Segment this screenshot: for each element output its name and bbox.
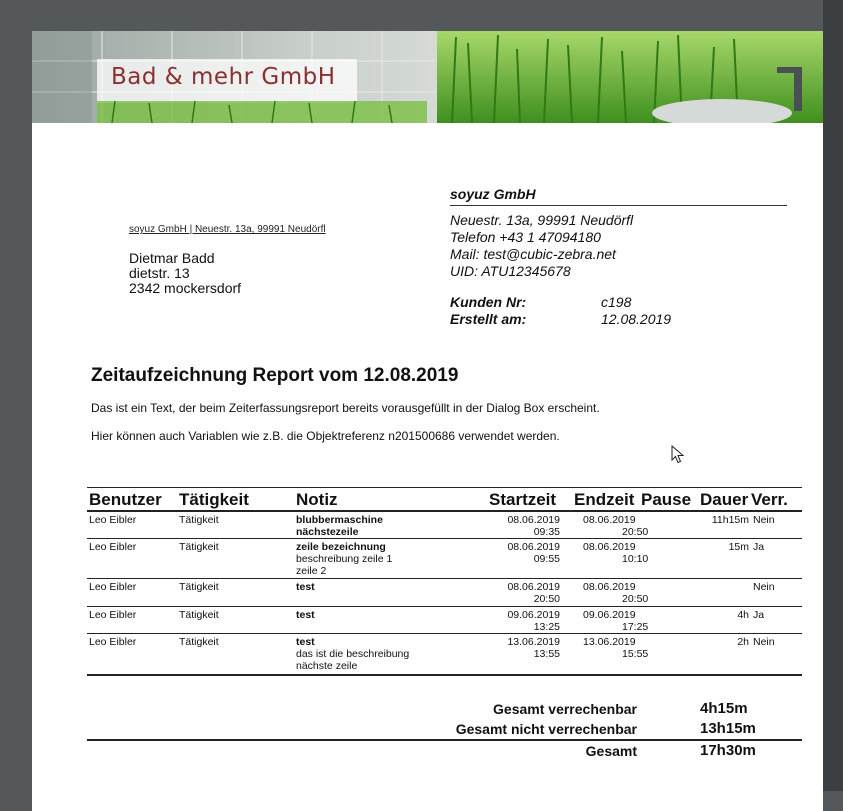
- table-row: [87, 512, 802, 539]
- cell-note-title: test: [296, 636, 315, 648]
- cell-billable: Nein: [753, 514, 775, 526]
- cell-start-date: 13.06.2019: [507, 636, 560, 648]
- company-uid: UID: ATU12345678: [450, 263, 571, 279]
- table-row: [87, 634, 802, 676]
- cell-note-line: nächstezeile: [296, 526, 359, 538]
- company-mail: Mail: test@cubic-zebra.net: [450, 246, 616, 262]
- col-pause-header: Pause: [641, 490, 692, 509]
- cell-billable: Ja: [753, 609, 765, 621]
- cell-duration: 15m: [728, 541, 749, 553]
- total-billable-row: [87, 699, 802, 719]
- total-value: 17h30m: [700, 742, 756, 759]
- cell-user: Leo Eibler: [89, 514, 137, 526]
- cell-start-date: 08.06.2019: [507, 541, 560, 553]
- cell-end-date: 09.06.2019: [583, 609, 636, 621]
- col-start-header: Startzeit: [489, 490, 557, 509]
- sender-return-address: soyuz GmbH | Neuestr. 13a, 99991 Neudörfl: [129, 224, 326, 235]
- created-label: Erstellt am:: [450, 311, 527, 327]
- company-address: Neuestr. 13a, 99991 Neudörfl: [450, 212, 634, 228]
- table-row: [87, 607, 802, 634]
- cell-end-date: 08.06.2019: [583, 514, 636, 526]
- table-row: [87, 579, 802, 607]
- cell-note-line: beschreibung zeile 1: [296, 553, 393, 565]
- recipient-address: [129, 251, 241, 296]
- document-meta: [450, 294, 671, 328]
- col-activity-header: Tätigkeit: [179, 490, 249, 509]
- cell-end-time: 10:10: [622, 553, 649, 565]
- total-nonbillable-value: 13h15m: [700, 720, 756, 737]
- created-value: 12.08.2019: [601, 311, 672, 327]
- total-row: [87, 739, 802, 761]
- company-info: [450, 212, 633, 280]
- cell-start-date: 08.06.2019: [507, 514, 560, 526]
- company-phone: Telefon +43 1 47094180: [450, 229, 601, 245]
- cell-start-time: 20:50: [533, 593, 560, 605]
- total-nonbillable-label: Gesamt nicht verrechenbar: [455, 721, 637, 737]
- cell-user: Leo Eibler: [89, 541, 137, 553]
- cell-duration: 4h: [737, 609, 749, 621]
- cell-activity: Tätigkeit: [179, 581, 219, 593]
- recipient-name: Dietmar Badd: [129, 250, 215, 266]
- cell-duration: 11h15m: [711, 514, 749, 526]
- mouse-pointer-icon: [671, 445, 685, 465]
- cell-billable: Nein: [753, 636, 775, 648]
- col-user-header: Benutzer: [89, 490, 162, 509]
- letterhead-banner: [32, 31, 823, 123]
- intro-text-variables: Hier können auch Variablen wie z.B. die Objektreferenz n201500686 verwendet werden.: [91, 429, 560, 443]
- cell-billable: Nein: [753, 581, 775, 593]
- cell-note-title: zeile bezeichnung: [296, 541, 386, 553]
- company-name: soyuz GmbH: [450, 186, 787, 206]
- cell-activity: Tätigkeit: [179, 636, 219, 648]
- cell-activity: Tätigkeit: [179, 541, 219, 553]
- cell-note-line: zeile 2: [296, 565, 327, 577]
- cell-end-date: 08.06.2019: [583, 541, 636, 553]
- total-billable-label: Gesamt verrechenbar: [493, 701, 637, 717]
- cell-activity: Tätigkeit: [179, 514, 219, 526]
- cell-end-time: 17:25: [622, 621, 649, 633]
- cell-start-date: 09.06.2019: [507, 609, 560, 621]
- cell-billable: Ja: [753, 541, 765, 553]
- customer-number-value: c198: [601, 294, 632, 310]
- cell-user: Leo Eibler: [89, 636, 137, 648]
- table-header: [87, 487, 802, 512]
- cell-start-time: 09:35: [533, 526, 560, 538]
- cell-start-time: 13:25: [533, 621, 560, 633]
- total-label: Gesamt: [585, 743, 637, 759]
- cell-end-time: 15:55: [622, 648, 649, 660]
- cell-end-time: 20:50: [622, 593, 649, 605]
- report-title: Zeitaufzeichnung Report vom 12.08.2019: [91, 365, 459, 386]
- cell-duration: 2h: [737, 636, 749, 648]
- cell-activity: Tätigkeit: [179, 609, 219, 621]
- viewer-scroll-edge: [823, 0, 843, 791]
- recipient-street: dietstr. 13: [129, 265, 190, 281]
- cell-note-title: test: [296, 581, 315, 593]
- cell-user: Leo Eibler: [89, 581, 137, 593]
- recipient-city: 2342 mockersdorf: [129, 280, 242, 296]
- cell-note-title: test: [296, 609, 315, 621]
- intro-text: Das ist ein Text, der beim Zeiterfassungsreport bereits vorausgefüllt in der Dialog Box erscheint.: [91, 401, 600, 415]
- table-row: [87, 539, 802, 579]
- cell-user: Leo Eibler: [89, 609, 137, 621]
- cell-end-date: 08.06.2019: [583, 581, 636, 593]
- col-duration-header: Dauer: [700, 490, 749, 509]
- col-end-header: Endzeit: [574, 490, 635, 509]
- col-billable-header: Verr.: [751, 490, 788, 509]
- cell-start-date: 08.06.2019: [507, 581, 560, 593]
- total-nonbillable-row: [87, 719, 802, 739]
- cell-start-time: 13:55: [533, 648, 560, 660]
- document-page: [32, 31, 823, 811]
- customer-number-label: Kunden Nr:: [450, 294, 527, 310]
- cell-note-line: nächste zeile: [296, 660, 358, 672]
- cell-end-time: 20:50: [622, 526, 649, 538]
- col-note-header: Notiz: [296, 490, 338, 509]
- time-records-table: [87, 487, 802, 676]
- brand-name: Bad & mehr GmbH: [111, 64, 336, 90]
- cell-end-date: 13.06.2019: [583, 636, 636, 648]
- cell-start-time: 09:55: [533, 553, 560, 565]
- cell-note-line: das ist die beschreibung: [296, 648, 410, 660]
- cell-note-title: blubbermaschine: [296, 514, 383, 526]
- totals-section: [87, 699, 802, 761]
- total-billable-value: 4h15m: [700, 700, 748, 717]
